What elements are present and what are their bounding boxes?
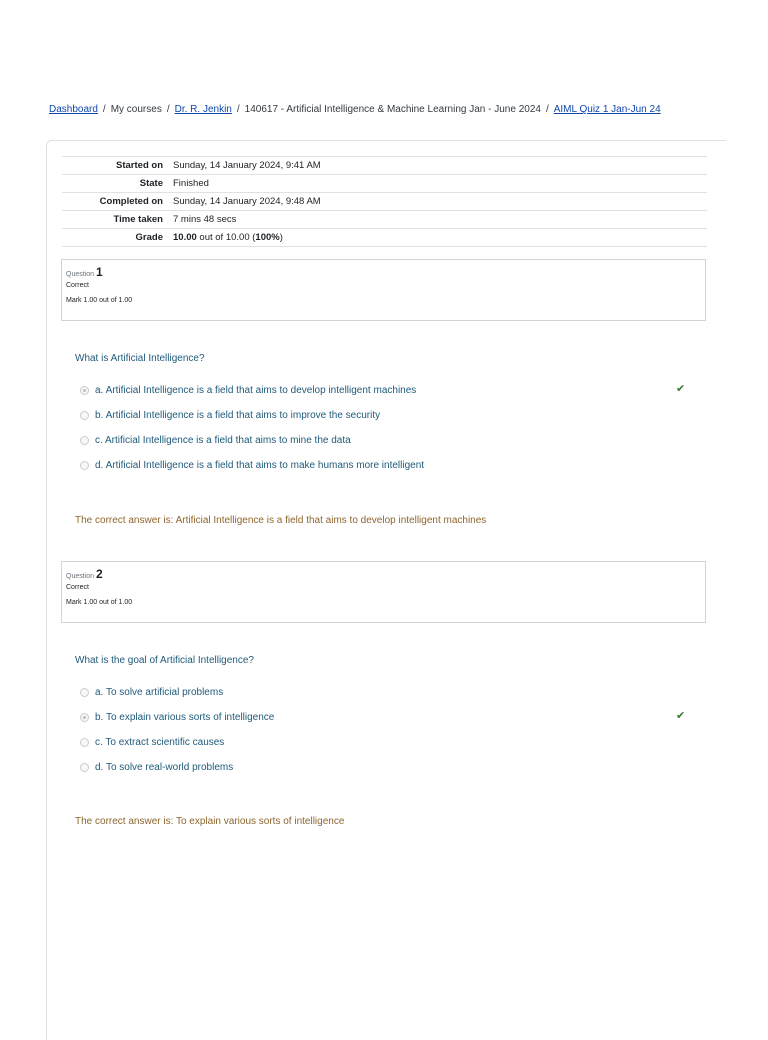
- radio-selected-icon[interactable]: [80, 386, 89, 395]
- breadcrumb-separator: /: [236, 104, 240, 115]
- radio-selected-icon[interactable]: [80, 713, 89, 722]
- radio-icon[interactable]: [80, 763, 89, 772]
- question-number: [66, 265, 701, 279]
- grade-score: 10.00: [173, 232, 197, 243]
- radio-icon[interactable]: [80, 461, 89, 470]
- breadcrumb-teacher-link[interactable]: Dr. R. Jenkin: [174, 104, 232, 115]
- summary-row-state: [62, 175, 707, 193]
- question-number: [66, 567, 701, 581]
- answer-option[interactable]: [80, 712, 700, 723]
- answer-option-label: d. Artificial Intelligence is a field that aims to make humans more intelligent: [95, 460, 425, 471]
- answer-option-label: d. To solve real-world problems: [95, 762, 234, 773]
- summary-value: [169, 229, 707, 247]
- radio-icon[interactable]: [80, 738, 89, 747]
- check-icon: ✔: [676, 710, 686, 722]
- radio-icon[interactable]: [80, 411, 89, 420]
- answer-option-label: b. To explain various sorts of intelligence: [95, 712, 275, 723]
- answer-option[interactable]: [80, 762, 700, 773]
- summary-row-time-taken: [62, 211, 707, 229]
- question-number-value: 1: [95, 265, 103, 279]
- question-label: Question: [66, 271, 95, 278]
- breadcrumb-quiz-link[interactable]: AIML Quiz 1 Jan-Jun 24: [553, 104, 661, 115]
- breadcrumb-separator: /: [545, 104, 549, 115]
- question-label: Question: [66, 573, 95, 580]
- grade-percent: 100%: [255, 232, 280, 243]
- breadcrumb-course: 140617 - Artificial Intelligence & Machine Learning Jan - June 2024: [244, 104, 541, 115]
- answer-option[interactable]: [80, 460, 700, 471]
- summary-label: State: [62, 175, 169, 193]
- summary-value: Sunday, 14 January 2024, 9:41 AM: [169, 157, 707, 175]
- answer-option[interactable]: [80, 687, 700, 698]
- breadcrumb-separator: /: [166, 104, 170, 115]
- quiz-summary-table: [62, 156, 707, 247]
- question-state: Correct: [66, 584, 89, 591]
- summary-row-started: [62, 157, 707, 175]
- summary-label: Started on: [62, 157, 169, 175]
- question-mark: Mark 1.00 out of 1.00: [66, 297, 133, 304]
- summary-label: Grade: [62, 229, 169, 247]
- breadcrumb-separator: /: [102, 104, 106, 115]
- summary-row-grade: [62, 229, 707, 247]
- answer-option-label: c. Artificial Intelligence is a field that aims to mine the data: [95, 435, 351, 446]
- answer-option-label: c. To extract scientific causes: [95, 737, 225, 748]
- question-mark: Mark 1.00 out of 1.00: [66, 599, 133, 606]
- summary-value: Finished: [169, 175, 707, 193]
- grade-close-paren: ): [279, 232, 283, 243]
- question-text: What is Artificial Intelligence?: [75, 353, 205, 364]
- radio-icon[interactable]: [80, 436, 89, 445]
- summary-label: Time taken: [62, 211, 169, 229]
- answer-option[interactable]: [80, 410, 700, 421]
- correct-answer-feedback: The correct answer is: To explain various sorts of intelligence: [75, 816, 345, 827]
- summary-row-completed: [62, 193, 707, 211]
- summary-value: Sunday, 14 January 2024, 9:48 AM: [169, 193, 707, 211]
- breadcrumb: [49, 99, 721, 121]
- correct-answer-feedback: The correct answer is: Artificial Intelligence is a field that aims to develop intelligent machines: [75, 515, 487, 526]
- breadcrumb-my-courses: My courses: [110, 104, 162, 115]
- summary-value: 7 mins 48 secs: [169, 211, 707, 229]
- answer-option-label: a. Artificial Intelligence is a field that aims to develop intelligent machines: [95, 385, 417, 396]
- question-state: Correct: [66, 282, 89, 289]
- summary-label: Completed on: [62, 193, 169, 211]
- answer-option[interactable]: [80, 737, 700, 748]
- answer-option-label: a. To solve artificial problems: [95, 687, 224, 698]
- answer-option[interactable]: [80, 385, 700, 396]
- answer-option[interactable]: [80, 435, 700, 446]
- radio-icon[interactable]: [80, 688, 89, 697]
- question-text: What is the goal of Artificial Intelligence?: [75, 655, 254, 666]
- question-info-box: [61, 259, 706, 321]
- question-info-box: [61, 561, 706, 623]
- grade-out-of: out of 10.00 (: [196, 232, 256, 243]
- question-number-value: 2: [95, 567, 103, 581]
- check-icon: ✔: [676, 383, 686, 395]
- answer-option-label: b. Artificial Intelligence is a field that aims to improve the security: [95, 410, 381, 421]
- breadcrumb-dashboard-link[interactable]: Dashboard: [49, 104, 98, 115]
